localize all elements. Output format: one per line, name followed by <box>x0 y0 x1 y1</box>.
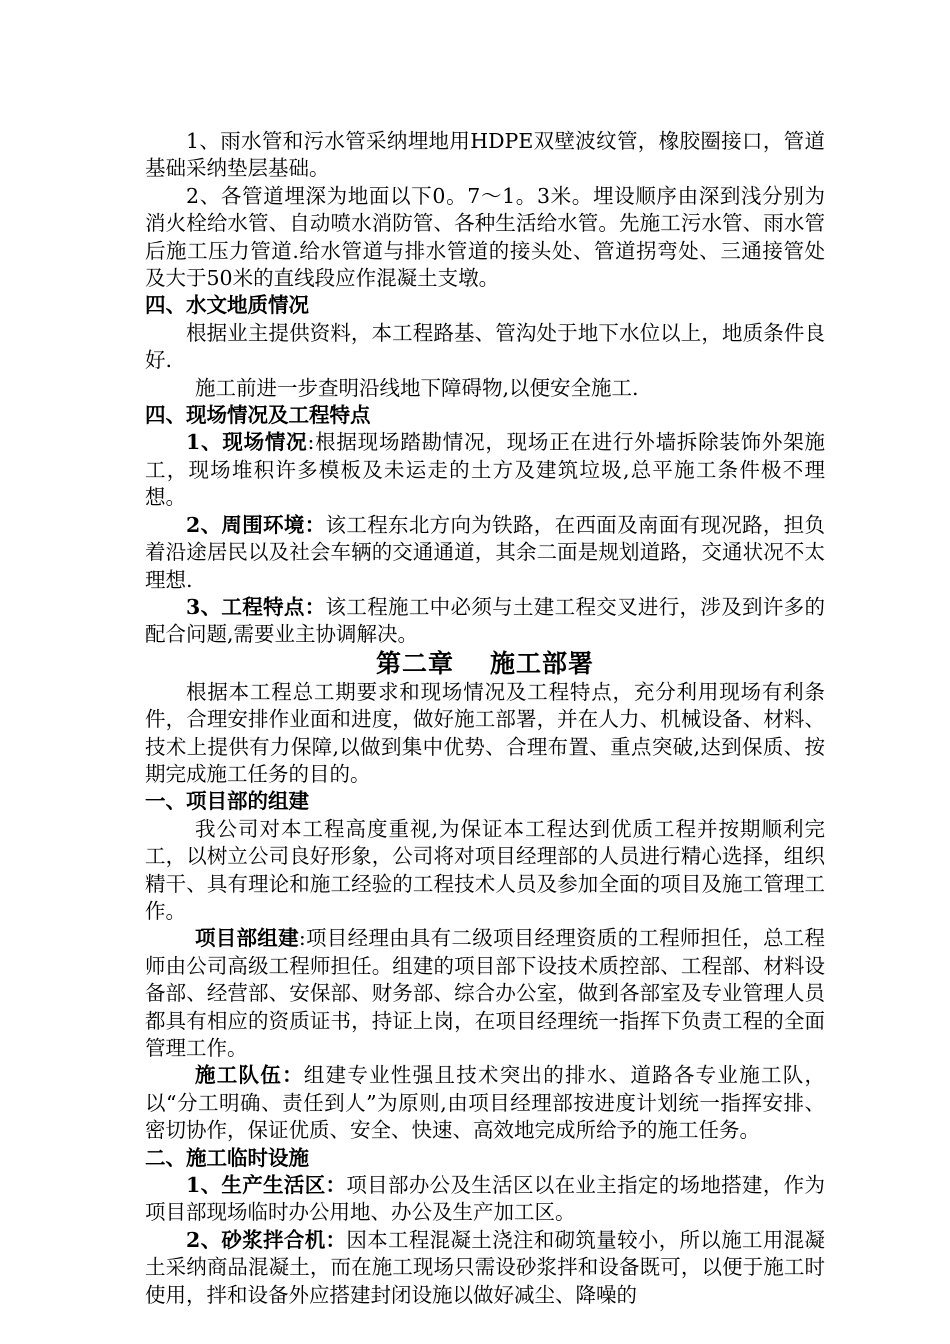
chapter-number: 第二章 <box>375 648 454 678</box>
chapter-heading <box>145 649 825 679</box>
chapter-title: 施工部署 <box>490 648 595 678</box>
heading-site-conditions: 四、现场情况及工程特点 <box>145 403 371 428</box>
label-mortar-mixer: 2、砂浆拌合机： <box>186 1227 347 1252</box>
paragraph-company-commitment: 我公司对本工程高度重视,为保证本工程达到优质工程并按期顺利完工，以树立公司良好形象，公司将对项目经理部的人员进行精心选择，组织精干、具有理论和施工经验的工程技术人员及参加全面的项目及施工管理工作。 <box>145 816 825 923</box>
paragraph-project-features <box>145 594 825 649</box>
text-construction-team: 组建专业性强且技术突出的排水、道路各专业施工队，以“分工明确、责任到人”为原则,由项目经理部按进度计划统一指挥安排、密切协作，保证优质、安全、快速、高效地完成所给予的施工任务。 <box>145 1063 826 1143</box>
paragraph-project-dept-setup <box>145 925 825 1062</box>
label-surroundings: 2、周围环境： <box>186 512 326 537</box>
heading-project-dept: 一、项目部的组建 <box>145 789 309 814</box>
paragraph-drainage-pipe: 1、雨水管和污水管采纳埋地用HDPE双壁波纹管，橡胶圈接口，管道基础采纳垫层基础。 <box>145 129 825 181</box>
paragraph-hydrogeology: 根据业主提供资料，本工程路基、管沟处于地下水位以上，地质条件良好. <box>145 320 825 373</box>
text-surroundings: 该工程东北方向为铁路，在西面及南面有现况路，担负着沿途居民以及社会车辆的交通通道，其余二面是规划道路，交通状况不太理想. <box>145 512 826 592</box>
paragraph-living-area <box>145 1172 825 1227</box>
paragraph-site-situation <box>145 429 825 511</box>
paragraph-deployment: 根据本工程总工期要求和现场情况及工程特点，充分利用现场有利条件，合理安排作业面和进度，做好施工部署，并在人力、机械设备、材料、技术上提供有力保障,以做到集中优势、合理布置、重点突破,达到保质、按期完成施工任务的目的。 <box>145 679 825 786</box>
text-project-features: 该工程施工中必须与土建工程交叉进行，涉及到许多的配合问题,需要业主协调解决。 <box>145 594 826 647</box>
text-site-situation: :根据现场踏勘情况，现场正在进行外墙拆除装饰外架施工，现场堆积许多模板及未运走的土方及建筑垃圾,总平施工条件极不理想。 <box>145 430 826 510</box>
text-mortar-mixer: 因本工程混凝土浇注和砌筑量较小，所以施工用混凝土采纳商品混凝土，而在施工现场只需设砂浆拌和设备既可，以便于施工时使用，拌和设备外应搭建封闭设施以做好减尘、降噪的 <box>145 1227 825 1307</box>
document-page <box>145 128 825 1309</box>
heading-temporary-facilities: 二、施工临时设施 <box>145 1145 309 1170</box>
heading-hydrogeology: 四、水文地质情况 <box>145 293 309 318</box>
label-construction-team: 施工队伍： <box>195 1063 304 1088</box>
text-living-area: 项目部办公及生活区以在业主指定的场地搭建，作为项目部现场临时办公用地、办公及生产加工区。 <box>145 1173 825 1225</box>
paragraph-obstacles: 施工前进一步查明沿线地下障碍物,以便安全施工. <box>195 375 639 400</box>
label-site-situation: 1、现场情况 <box>186 430 308 455</box>
paragraph-mortar-mixer <box>145 1227 825 1309</box>
paragraph-pipe-depth: 2、各管道埋深为地面以下0。7～1。3米。埋设顺序由深到浅分别为消火栓给水管、自动喷水消防管、各种生活给水管。先施工污水管、雨水管后施工压力管道.给水管道与排水管道的接头处、管道拐弯处、三通接管处及大于50米的直线段应作混凝土支墩。 <box>145 183 825 291</box>
label-project-features: 3、工程特点： <box>186 594 326 619</box>
paragraph-surroundings <box>145 512 825 594</box>
text-project-dept-setup: :项目经理由具有二级项目经理资质的工程师担任，总工程师由公司高级工程师担任。组建的项目部下设技术质控部、工程部、材料设备部、经营部、安保部、财务部、综合办公室，做到各部室及专业管理人员都具有相应的资质证书，持证上岗，在项目经理统一指挥下负责工程的全面管理工作。 <box>145 926 826 1060</box>
label-living-area: 1、生产生活区： <box>186 1173 347 1198</box>
label-project-dept-setup: 项目部组建 <box>195 926 299 951</box>
paragraph-construction-team <box>145 1062 825 1144</box>
